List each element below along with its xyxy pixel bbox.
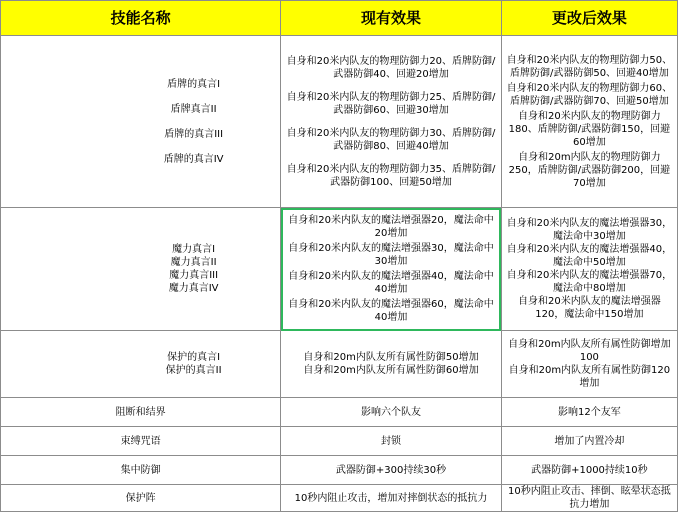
- table-row: [1, 208, 678, 331]
- current-effect: 自身和20m内队友所有属性防御50增加: [303, 352, 479, 363]
- changed-effect: 自身和20米内队友的物理防御力60、盾牌防御/武器防御70、回避50增加: [506, 82, 673, 107]
- changed-effect: 自身和20米内队友的魔法增强器120，魔法命中150增加: [518, 296, 661, 320]
- table-row: [1, 36, 678, 208]
- header-skill-name: 技能名称: [1, 1, 281, 36]
- skill-name: 保护的真言I: [167, 352, 221, 363]
- changed-effect: 影响12个友军: [501, 398, 677, 427]
- table-row: [1, 398, 678, 427]
- changed-effect-cell: [501, 208, 677, 331]
- current-effect-cell: [281, 36, 502, 208]
- current-effect: 10秒内阻止攻击，增加对摔倒状态的抵抗力: [281, 485, 502, 512]
- current-effect-cell: [281, 331, 502, 398]
- changed-effect: 武器防御+1000持续10秒: [501, 456, 677, 485]
- skill-name: 集中防御: [1, 456, 281, 485]
- current-effect: 自身和20米内队友的魔法增强器40，魔法命中40增加: [288, 271, 494, 295]
- changed-effect: 自身和20m内队友所有属性防御120增加: [508, 365, 671, 389]
- changed-effect: 自身和20米内队友的物理防御力180、盾牌防御/武器防御150，回避60增加: [508, 110, 671, 148]
- skill-name: 盾牌真言II: [170, 103, 217, 115]
- changed-effect: 自身和20米内队友的魔法增强器40，魔法命中50增加: [506, 244, 673, 268]
- changed-effect: 自身和20米内队友的魔法增强器30，魔法命中30增加: [506, 218, 673, 242]
- header-changed-effect: 更改后效果: [501, 1, 677, 36]
- skill-name: 魔力真言II: [170, 257, 217, 268]
- current-effect: 自身和20米内队友的魔法增强器60，魔法命中40增加: [288, 299, 494, 323]
- changed-effect: 10秒内阻止攻击、摔倒、眩晕状态抵抗力增加: [501, 485, 677, 512]
- table-row: [1, 456, 678, 485]
- skill-name: 盾牌的真言IV: [163, 153, 224, 165]
- current-effect: 自身和20m内队友所有属性防御60增加: [303, 365, 479, 376]
- changed-effect-cell: [501, 36, 677, 208]
- skill-name: 保护阵: [1, 485, 281, 512]
- header-current-effect: 现有效果: [281, 1, 502, 36]
- table-row: [1, 331, 678, 398]
- current-effect: 自身和20米内队友的物理防御力30、盾牌防御/武器防御80、回避40增加: [286, 127, 496, 152]
- current-effect: 封锁: [281, 427, 502, 456]
- skill-name: 盾牌的真言I: [167, 78, 221, 90]
- current-effect: 自身和20米内队友的物理防御力25、盾牌防御/武器防御60、回避30增加: [286, 91, 496, 116]
- skill-name: 阻断和结界: [1, 398, 281, 427]
- current-effect: 武器防御+300持续30秒: [281, 456, 502, 485]
- current-effect: 影响六个队友: [281, 398, 502, 427]
- current-effect: 自身和20米内队友的物理防御力20、盾牌防御/武器防御40、回避20增加: [286, 55, 496, 80]
- changed-effect: 自身和20米内队友的物理防御力50、盾牌防御/武器防御50、回避40增加: [506, 54, 673, 79]
- changed-effect: 自身和20m内队友的物理防御力250，盾牌防御/武器防御200，回避70增加: [508, 151, 671, 189]
- current-effect: 自身和20米内队友的魔法增强器20，魔法命中20增加: [288, 215, 494, 239]
- table-row: [1, 485, 678, 512]
- changed-effect-cell: [501, 331, 677, 398]
- skill-name: 盾牌的真言III: [164, 128, 224, 140]
- skill-name: 魔力真言III: [169, 270, 219, 281]
- current-effect: 自身和20米内队友的魔法增强器30，魔法命中30增加: [288, 243, 494, 267]
- skill-name-cell: [1, 331, 281, 398]
- changed-effect: 自身和20米内队友的魔法增强器70，魔法命中80增加: [506, 270, 673, 294]
- changed-effect: 增加了内置冷却: [501, 427, 677, 456]
- skill-name: 魔力真言IV: [168, 283, 219, 294]
- skill-name-cell: [1, 36, 281, 208]
- skill-name: 魔力真言I: [172, 244, 216, 255]
- header-row: [1, 1, 678, 36]
- skill-name: 束缚咒语: [1, 427, 281, 456]
- changed-effect: 自身和20m内队友所有属性防御增加100: [508, 339, 671, 363]
- table-row: [1, 427, 678, 456]
- current-effect-cell: [281, 208, 502, 331]
- skill-name-cell: [1, 208, 281, 331]
- skill-name: 保护的真言II: [165, 365, 222, 376]
- current-effect: 自身和20米内队友的物理防御力35、盾牌防御/武器防御100、回避50增加: [286, 163, 496, 188]
